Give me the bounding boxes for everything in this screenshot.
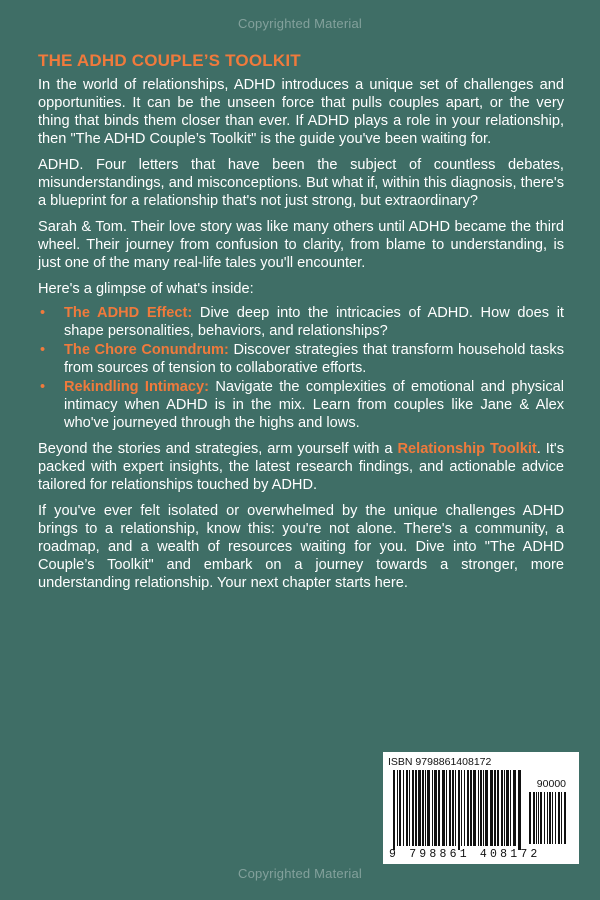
barcode-bar	[432, 770, 433, 846]
toolkit-highlight: Relationship Toolkit	[397, 441, 537, 457]
toolkit-text-before: Beyond the stories and strategies, arm yourself with a	[38, 441, 398, 457]
barcode-bar	[427, 770, 430, 846]
barcode-bar	[544, 792, 545, 844]
list-item	[38, 304, 564, 340]
price-code: 90000	[536, 778, 566, 790]
barcode-bar	[461, 770, 462, 846]
feature-heading: Rekindling Intimacy:	[64, 379, 209, 395]
feature-text: Navigate the complexities of emotional and physical intimacy when ADHD is in the mix. Learn from couples like Jane & Alex who've journeyed through the highs and lows.	[64, 379, 564, 431]
intro-paragraph: In the world of relationships, ADHD introduces a unique set of challenges and opportunities. It can be the unseen force that pulls couples apart, or the very thing that binds them closer than ever. If ADHD plays a role in your relationship, then "The ADHD Couple’s Toolkit" is the guide you've been waiting for.	[38, 77, 564, 147]
barcode-bar	[501, 770, 503, 846]
barcode-bar	[485, 770, 488, 846]
isbn-label: ISBN 9798861408172	[388, 756, 492, 768]
barcode-bar	[510, 770, 511, 846]
feature-text: Dive deep into the intricacies of ADHD. How does it shape personalities, behaviors, and relationships?	[64, 305, 564, 339]
barcode-bar	[446, 770, 447, 846]
barcode-bar	[458, 770, 460, 850]
barcode-bar	[449, 770, 451, 846]
barcode-bar	[415, 770, 417, 846]
barcode-bar	[452, 770, 454, 846]
barcode-bar	[547, 792, 548, 844]
barcode-bar	[483, 770, 484, 846]
barcode-bar	[409, 770, 410, 846]
barcode-bar	[533, 792, 535, 844]
barcode-bar	[549, 792, 551, 844]
isbn-barcode	[383, 752, 579, 864]
barcode-bar	[422, 770, 424, 846]
barcode-bar	[442, 770, 445, 846]
bullet-marker: •	[40, 379, 46, 395]
story-paragraph: Sarah & Tom. Their love story was like many others until ADHD became the third wheel. Their journey from confusion to clarity, from blame to understanding, is just one of the many real-life tales you'll encounter.	[38, 219, 564, 271]
barcode-bar	[558, 792, 560, 844]
glimpse-heading: Here's a glimpse of what's inside:	[38, 281, 254, 297]
barcode-bar	[529, 792, 531, 844]
barcode-bar	[434, 770, 437, 846]
barcode-bar	[513, 770, 516, 846]
toolkit-text-after: . It's packed with expert insights, the latest research findings, and actionable advice tailored for relationships touched by ADHD.	[38, 441, 564, 493]
list-item	[38, 378, 564, 432]
barcode-bar	[555, 792, 556, 844]
barcode-bar	[552, 792, 553, 844]
barcode-bar	[564, 792, 566, 844]
barcode-bar	[467, 770, 469, 846]
barcode-bar	[464, 770, 465, 846]
barcode-bar	[455, 770, 456, 846]
barcode-bar	[418, 770, 421, 846]
book-title: THE ADHD COUPLE’S TOOLKIT	[38, 51, 301, 70]
bullet-marker: •	[40, 342, 46, 358]
barcode-bar	[561, 792, 562, 844]
barcode-bar	[403, 770, 404, 846]
feature-list	[38, 304, 564, 432]
feature-heading: The Chore Conundrum:	[64, 342, 229, 358]
barcode-bar	[473, 770, 476, 846]
barcode-bar	[406, 770, 408, 846]
barcode-digits: 9 798861 408172	[389, 848, 541, 861]
barcode-bar	[540, 792, 542, 844]
adhd-paragraph: ADHD. Four letters that have been the subject of countless debates, misunderstandings, and misconceptions. But what if, within this diagnosis, there's a blueprint for a relationship that's not just strong, but extraordinary?	[38, 157, 564, 209]
barcode-bar	[478, 770, 479, 846]
bullet-marker: •	[40, 305, 46, 321]
barcode-bar	[399, 770, 401, 846]
barcode-bar	[490, 770, 493, 846]
barcode-bar	[425, 770, 426, 846]
barcode-bar	[506, 770, 509, 846]
barcode-bar	[504, 770, 505, 846]
barcode-bar	[438, 770, 440, 846]
closing-paragraph: If you've ever felt isolated or overwhelmed by the unique challenges ADHD brings to a relationship, know this: you're not alone. There's a community, a roadmap, and a wealth of resources waiting for you. Dive into "The ADHD Couple’s Toolkit" and embark on a journey towards a stronger, more understanding relationship. Your next chapter starts here.	[38, 503, 564, 591]
barcode-bar	[538, 792, 539, 844]
watermark-bottom: Copyrighted Material	[238, 866, 362, 881]
feature-text: Discover strategies that transform household tasks from sources of tension to collaborative efforts.	[64, 342, 564, 376]
watermark-top: Copyrighted Material	[238, 16, 362, 31]
feature-heading: The ADHD Effect:	[64, 305, 193, 321]
barcode-bar	[412, 770, 414, 846]
barcode-bar	[518, 770, 521, 850]
barcode-bar	[397, 770, 398, 846]
barcode-bar	[536, 792, 537, 844]
barcode-bar	[497, 770, 499, 846]
barcode-bar	[494, 770, 496, 846]
toolkit-paragraph	[38, 440, 564, 494]
back-cover-text	[38, 52, 564, 600]
list-item	[38, 341, 564, 377]
barcode-bar	[393, 770, 395, 850]
barcode-bar	[480, 770, 482, 846]
barcode-bar	[470, 770, 472, 846]
